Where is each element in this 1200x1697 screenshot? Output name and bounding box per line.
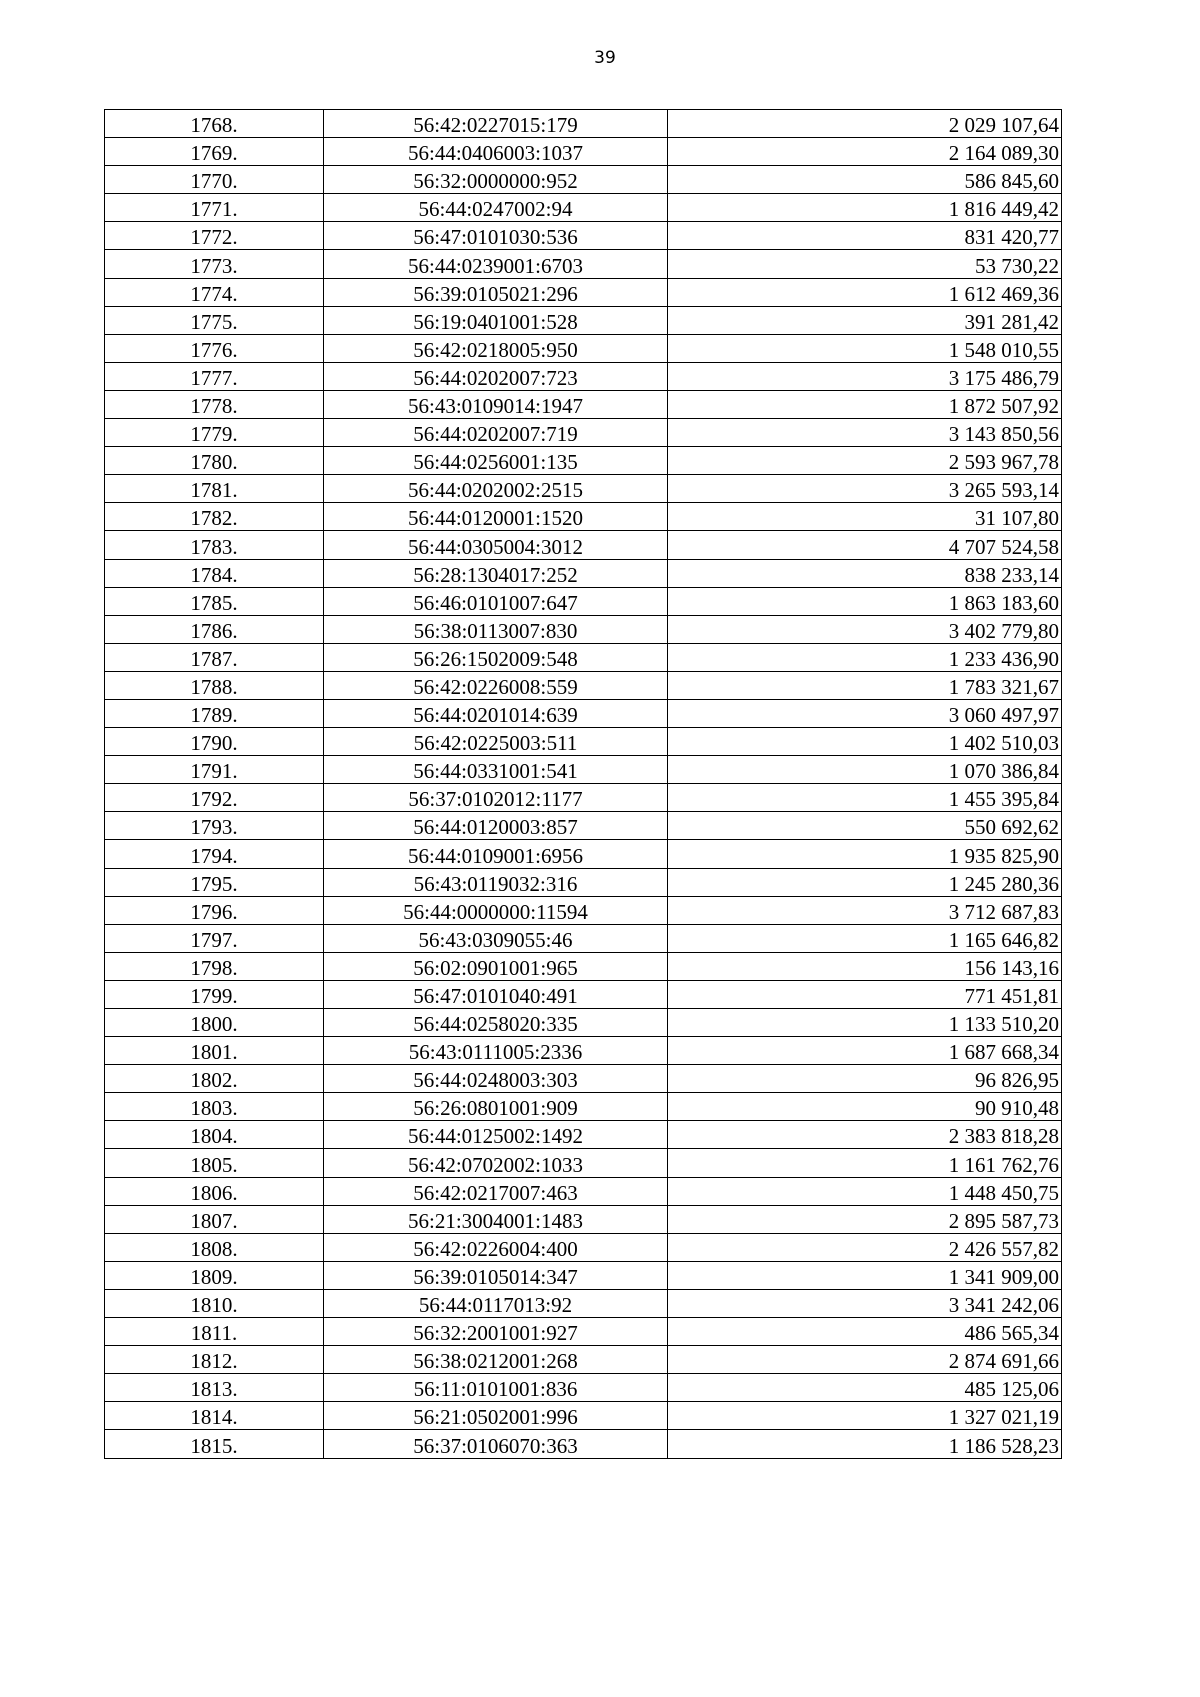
cadastral-value-cell: 1 341 909,00: [668, 1261, 1062, 1289]
row-number-cell: 1812.: [105, 1346, 324, 1374]
cadastral-number-cell: 56:44:0239001:6703: [324, 250, 668, 278]
cadastral-number-cell: 56:42:0226008:559: [324, 671, 668, 699]
table-row: [105, 559, 1062, 587]
table-row: [105, 250, 1062, 278]
cadastral-number-cell: 56:38:0212001:268: [324, 1346, 668, 1374]
row-number-cell: 1772.: [105, 222, 324, 250]
table-body: [105, 110, 1062, 1459]
table-row: [105, 222, 1062, 250]
cadastral-value-cell: 3 143 850,56: [668, 419, 1062, 447]
cadastral-number-cell: 56:47:0101040:491: [324, 980, 668, 1008]
row-number-cell: 1787.: [105, 643, 324, 671]
cadastral-number-cell: 56:28:1304017:252: [324, 559, 668, 587]
row-number-cell: 1798.: [105, 952, 324, 980]
cadastral-number-cell: 56:38:0113007:830: [324, 615, 668, 643]
table-row: [105, 334, 1062, 362]
cadastral-value-cell: 485 125,06: [668, 1374, 1062, 1402]
cadastral-value-cell: 2 874 691,66: [668, 1346, 1062, 1374]
row-number-cell: 1810.: [105, 1289, 324, 1317]
row-number-cell: 1779.: [105, 419, 324, 447]
cadastral-value-cell: 1 548 010,55: [668, 334, 1062, 362]
row-number-cell: 1789.: [105, 699, 324, 727]
table-row: [105, 952, 1062, 980]
table-row: [105, 306, 1062, 334]
table-row: [105, 756, 1062, 784]
cadastral-value-cell: 1 448 450,75: [668, 1177, 1062, 1205]
table-row: [105, 699, 1062, 727]
cadastral-number-cell: 56:47:0101030:536: [324, 222, 668, 250]
cadastral-number-cell: 56:42:0227015:179: [324, 110, 668, 138]
row-number-cell: 1768.: [105, 110, 324, 138]
table-row: [105, 1121, 1062, 1149]
cadastral-value-cell: 96 826,95: [668, 1065, 1062, 1093]
cadastral-number-cell: 56:44:0258020:335: [324, 1009, 668, 1037]
cadastral-number-cell: 56:44:0248003:303: [324, 1065, 668, 1093]
table-row: [105, 1402, 1062, 1430]
cadastral-number-cell: 56:44:0331001:541: [324, 756, 668, 784]
cadastral-number-cell: 56:02:0901001:965: [324, 952, 668, 980]
table-row: [105, 1261, 1062, 1289]
cadastral-number-cell: 56:42:0226004:400: [324, 1233, 668, 1261]
cadastral-number-cell: 56:32:0000000:952: [324, 166, 668, 194]
row-number-cell: 1783.: [105, 531, 324, 559]
table-row: [105, 643, 1062, 671]
cadastral-number-cell: 56:42:0217007:463: [324, 1177, 668, 1205]
table-row: [105, 671, 1062, 699]
row-number-cell: 1813.: [105, 1374, 324, 1402]
cadastral-number-cell: 56:26:1502009:548: [324, 643, 668, 671]
table-row: [105, 419, 1062, 447]
cadastral-value-cell: 550 692,62: [668, 812, 1062, 840]
table-row: [105, 868, 1062, 896]
cadastral-value-cell: 1 245 280,36: [668, 868, 1062, 896]
row-number-cell: 1799.: [105, 980, 324, 1008]
row-number-cell: 1795.: [105, 868, 324, 896]
row-number-cell: 1791.: [105, 756, 324, 784]
cadastral-value-cell: 486 565,34: [668, 1318, 1062, 1346]
cadastral-value-cell: 2 383 818,28: [668, 1121, 1062, 1149]
table-row: [105, 1318, 1062, 1346]
cadastral-number-cell: 56:21:0502001:996: [324, 1402, 668, 1430]
table-row: [105, 1149, 1062, 1177]
table-row: [105, 896, 1062, 924]
row-number-cell: 1807.: [105, 1205, 324, 1233]
row-number-cell: 1802.: [105, 1065, 324, 1093]
table-row: [105, 1009, 1062, 1037]
cadastral-number-cell: 56:19:0401001:528: [324, 306, 668, 334]
table-row: [105, 980, 1062, 1008]
table-row: [105, 475, 1062, 503]
cadastral-value-cell: 1 233 436,90: [668, 643, 1062, 671]
cadastral-number-cell: 56:46:0101007:647: [324, 587, 668, 615]
table-row: [105, 1037, 1062, 1065]
row-number-cell: 1774.: [105, 278, 324, 306]
cadastral-value-cell: 1 783 321,67: [668, 671, 1062, 699]
row-number-cell: 1808.: [105, 1233, 324, 1261]
table-row: [105, 166, 1062, 194]
row-number-cell: 1801.: [105, 1037, 324, 1065]
row-number-cell: 1773.: [105, 250, 324, 278]
cadastral-number-cell: 56:43:0119032:316: [324, 868, 668, 896]
row-number-cell: 1771.: [105, 194, 324, 222]
row-number-cell: 1800.: [105, 1009, 324, 1037]
row-number-cell: 1777.: [105, 362, 324, 390]
cadastral-value-cell: 1 165 646,82: [668, 924, 1062, 952]
row-number-cell: 1782.: [105, 503, 324, 531]
cadastral-value-cell: 1 935 825,90: [668, 840, 1062, 868]
table-row: [105, 840, 1062, 868]
cadastral-value-cell: 3 341 242,06: [668, 1289, 1062, 1317]
cadastral-number-cell: 56:11:0101001:836: [324, 1374, 668, 1402]
cadastral-value-cell: 1 402 510,03: [668, 728, 1062, 756]
cadastral-number-cell: 56:42:0702002:1033: [324, 1149, 668, 1177]
cadastral-value-cell: 2 593 967,78: [668, 447, 1062, 475]
cadastral-value-cell: 1 327 021,19: [668, 1402, 1062, 1430]
row-number-cell: 1815.: [105, 1430, 324, 1458]
cadastral-value-cell: 1 186 528,23: [668, 1430, 1062, 1458]
cadastral-value-cell: 1 133 510,20: [668, 1009, 1062, 1037]
cadastral-number-cell: 56:44:0256001:135: [324, 447, 668, 475]
table-row: [105, 1374, 1062, 1402]
cadastral-value-cell: 3 265 593,14: [668, 475, 1062, 503]
row-number-cell: 1780.: [105, 447, 324, 475]
cadastral-value-cell: 771 451,81: [668, 980, 1062, 1008]
cadastral-number-cell: 56:21:3004001:1483: [324, 1205, 668, 1233]
cadastral-number-cell: 56:44:0201014:639: [324, 699, 668, 727]
cadastral-number-cell: 56:44:0120001:1520: [324, 503, 668, 531]
cadastral-value-cell: 2 029 107,64: [668, 110, 1062, 138]
page-number: 39: [594, 48, 616, 68]
row-number-cell: 1769.: [105, 138, 324, 166]
cadastral-number-cell: 56:43:0111005:2336: [324, 1037, 668, 1065]
row-number-cell: 1806.: [105, 1177, 324, 1205]
table-row: [105, 447, 1062, 475]
table-row: [105, 728, 1062, 756]
row-number-cell: 1790.: [105, 728, 324, 756]
row-number-cell: 1792.: [105, 784, 324, 812]
cadastral-value-cell: 1 070 386,84: [668, 756, 1062, 784]
cadastral-value-cell: 1 161 762,76: [668, 1149, 1062, 1177]
cadastral-number-cell: 56:44:0406003:1037: [324, 138, 668, 166]
table-row: [105, 812, 1062, 840]
cadastral-number-cell: 56:44:0202007:723: [324, 362, 668, 390]
table-row: [105, 390, 1062, 418]
table-row: [105, 531, 1062, 559]
table-row: [105, 110, 1062, 138]
cadastral-number-cell: 56:44:0305004:3012: [324, 531, 668, 559]
row-number-cell: 1781.: [105, 475, 324, 503]
cadastral-value-cell: 4 707 524,58: [668, 531, 1062, 559]
row-number-cell: 1770.: [105, 166, 324, 194]
cadastral-value-cell: 3 060 497,97: [668, 699, 1062, 727]
cadastral-number-cell: 56:42:0218005:950: [324, 334, 668, 362]
cadastral-number-cell: 56:37:0102012:1177: [324, 784, 668, 812]
table-row: [105, 784, 1062, 812]
cadastral-value-cell: 831 420,77: [668, 222, 1062, 250]
table-row: [105, 615, 1062, 643]
cadastral-value-cell: 838 233,14: [668, 559, 1062, 587]
cadastral-number-cell: 56:44:0109001:6956: [324, 840, 668, 868]
cadastral-number-cell: 56:39:0105014:347: [324, 1261, 668, 1289]
row-number-cell: 1778.: [105, 390, 324, 418]
cadastral-number-cell: 56:44:0247002:94: [324, 194, 668, 222]
cadastral-value-cell: 1 455 395,84: [668, 784, 1062, 812]
row-number-cell: 1805.: [105, 1149, 324, 1177]
row-number-cell: 1796.: [105, 896, 324, 924]
table-row: [105, 194, 1062, 222]
row-number-cell: 1809.: [105, 1261, 324, 1289]
table-row: [105, 138, 1062, 166]
row-number-cell: 1776.: [105, 334, 324, 362]
cadastral-value-cell: 1 687 668,34: [668, 1037, 1062, 1065]
cadastral-number-cell: 56:39:0105021:296: [324, 278, 668, 306]
cadastral-value-cell: 31 107,80: [668, 503, 1062, 531]
cadastral-number-cell: 56:32:2001001:927: [324, 1318, 668, 1346]
row-number-cell: 1797.: [105, 924, 324, 952]
row-number-cell: 1814.: [105, 1402, 324, 1430]
table-row: [105, 1205, 1062, 1233]
cadastral-value-cell: 2 895 587,73: [668, 1205, 1062, 1233]
table-row: [105, 1430, 1062, 1458]
table-row: [105, 924, 1062, 952]
cadastral-number-cell: 56:37:0106070:363: [324, 1430, 668, 1458]
cadastral-value-cell: 3 712 687,83: [668, 896, 1062, 924]
cadastral-number-cell: 56:44:0202007:719: [324, 419, 668, 447]
table-row: [105, 1093, 1062, 1121]
cadastral-number-cell: 56:43:0309055:46: [324, 924, 668, 952]
table-row: [105, 1233, 1062, 1261]
cadastral-value-cell: 90 910,48: [668, 1093, 1062, 1121]
table-row: [105, 1346, 1062, 1374]
cadastral-number-cell: 56:43:0109014:1947: [324, 390, 668, 418]
table-row: [105, 1177, 1062, 1205]
row-number-cell: 1794.: [105, 840, 324, 868]
row-number-cell: 1785.: [105, 587, 324, 615]
cadastral-value-cell: 1 816 449,42: [668, 194, 1062, 222]
cadastral-value-cell: 2 426 557,82: [668, 1233, 1062, 1261]
cadastral-number-cell: 56:26:0801001:909: [324, 1093, 668, 1121]
cadastral-value-cell: 53 730,22: [668, 250, 1062, 278]
row-number-cell: 1811.: [105, 1318, 324, 1346]
cadastral-number-cell: 56:44:0202002:2515: [324, 475, 668, 503]
cadastral-value-cell: 391 281,42: [668, 306, 1062, 334]
cadastral-number-cell: 56:44:0120003:857: [324, 812, 668, 840]
cadastral-value-cell: 3 175 486,79: [668, 362, 1062, 390]
row-number-cell: 1788.: [105, 671, 324, 699]
table-row: [105, 1289, 1062, 1317]
row-number-cell: 1804.: [105, 1121, 324, 1149]
cadastral-value-cell: 1 612 469,36: [668, 278, 1062, 306]
row-number-cell: 1793.: [105, 812, 324, 840]
table-row: [105, 1065, 1062, 1093]
cadastral-number-cell: 56:42:0225003:511: [324, 728, 668, 756]
cadastral-value-cell: 2 164 089,30: [668, 138, 1062, 166]
table-row: [105, 278, 1062, 306]
table-row: [105, 362, 1062, 390]
cadastral-value-cell: 1 863 183,60: [668, 587, 1062, 615]
row-number-cell: 1775.: [105, 306, 324, 334]
cadastral-number-cell: 56:44:0000000:11594: [324, 896, 668, 924]
row-number-cell: 1803.: [105, 1093, 324, 1121]
table-row: [105, 587, 1062, 615]
cadastral-number-cell: 56:44:0117013:92: [324, 1289, 668, 1317]
row-number-cell: 1784.: [105, 559, 324, 587]
cadastral-value-cell: 3 402 779,80: [668, 615, 1062, 643]
cadastral-value-cell: 586 845,60: [668, 166, 1062, 194]
cadastral-value-cell: 1 872 507,92: [668, 390, 1062, 418]
cadastral-number-cell: 56:44:0125002:1492: [324, 1121, 668, 1149]
cadastral-value-cell: 156 143,16: [668, 952, 1062, 980]
row-number-cell: 1786.: [105, 615, 324, 643]
table-row: [105, 503, 1062, 531]
cadastral-value-table: [104, 109, 1062, 1459]
